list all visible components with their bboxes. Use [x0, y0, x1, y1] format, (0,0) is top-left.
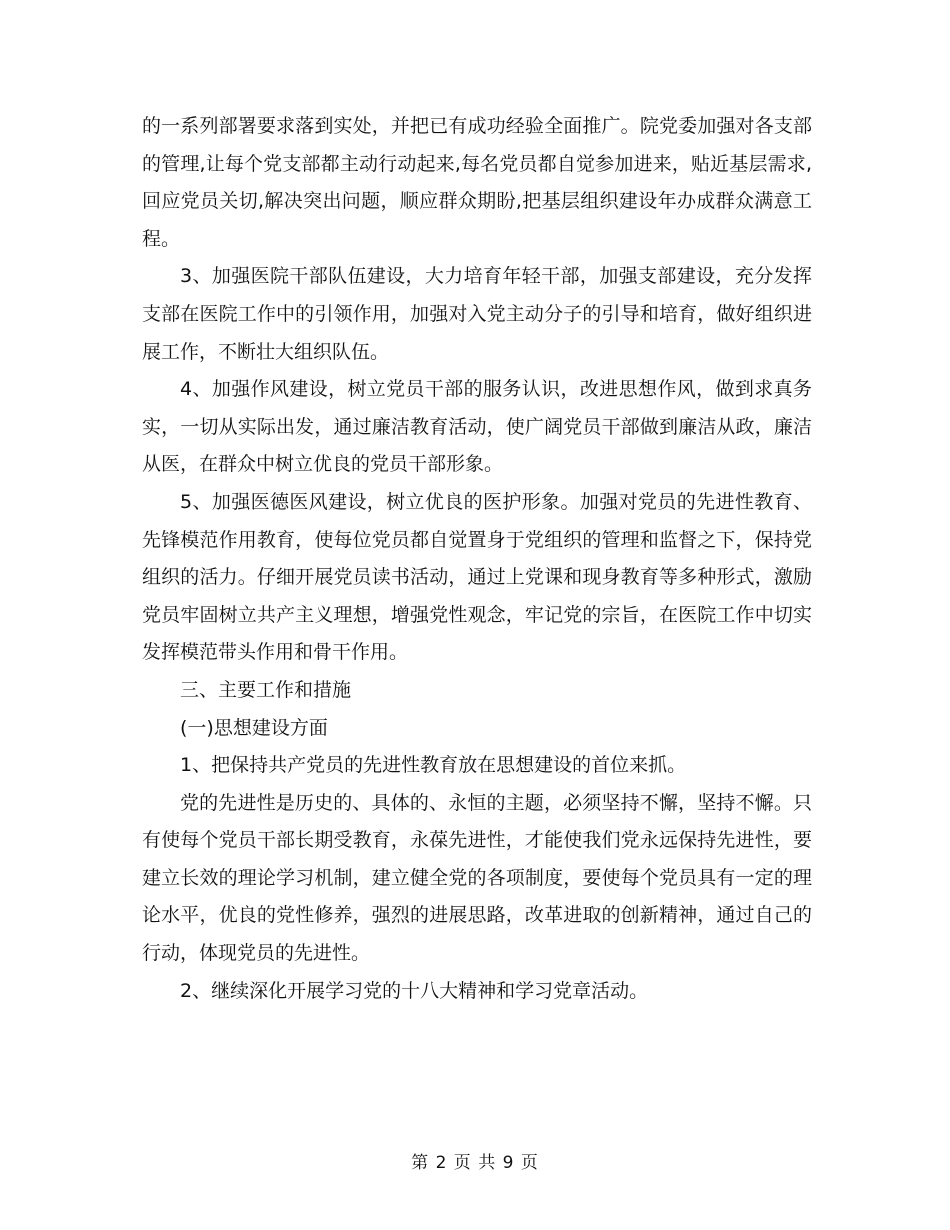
document-body [142, 108, 812, 1010]
subsection-heading-ideology: (一)思想建设方面 [180, 716, 328, 739]
page-number-footer: 第 2 页 共 9 页 [411, 1153, 539, 1173]
paragraph-point-2: 2、继续深化开展学习党的十八大精神和学习党章活动。 [180, 979, 649, 1002]
paragraph-advanced-nature: 党的先进性是历史的、具体的、永恒的主题，必须坚持不懈，坚持不懈。只有使每个党员干部长期受教育，永葆先进性，才能使我们党永远保持先进性，要建立长效的理论学习机制，建立健全党的各项制度，要使每个党员具有一定的理论水平，优良的党性修养，强烈的进展思路，改革进取的创新精神，通过自己的行动，体现党员的先进性。 [142, 791, 812, 965]
paragraph-point-1: 1、把保持共产党员的先进性教育放在思想建设的首位来抓。 [180, 754, 687, 777]
paragraph-item-4: 4、加强作风建设，树立党员干部的服务认识，改进思想作风，做到求真务实，一切从实际出发，通过廉洁教育活动，使广阔党员干部做到廉洁从政，廉洁从医，在群众中树立优良的党员干部形象。 [142, 378, 812, 476]
paragraph-item-5: 5、加强医德医风建设，树立优良的医护形象。加强对党员的先进性教育、先锋模范作用教育，使每位党员都自觉置身于党组织的管理和监督之下，保持党组织的活力。仔细开展党员读书活动，通过上党课和现身教育等多种形式，激励党员牢固树立共产主义理想，增强党性观念，牢记党的宗旨，在医院工作中切实发挥模范带头作用和骨干作用。 [142, 490, 812, 664]
section-heading-main-work: 三、主要工作和措施 [180, 678, 352, 701]
paragraph-continued: 的一系列部署要求落到实处，并把已有成功经验全面推广。院党委加强对各支部的管理,让每个党支部都主动行动起来,每名党员都自觉参加进来，贴近基层需求,回应党员关切,解决突出问题，顺应群众期盼,把基层组织建设年办成群众满意工程。 [142, 115, 812, 250]
paragraph-item-3: 3、加强医院干部队伍建设，大力培育年轻干部，加强支部建设，充分发挥支部在医院工作中的引领作用，加强对入党主动分子的引导和培育，做好组织进展工作，不断壮大组织队伍。 [142, 265, 812, 363]
